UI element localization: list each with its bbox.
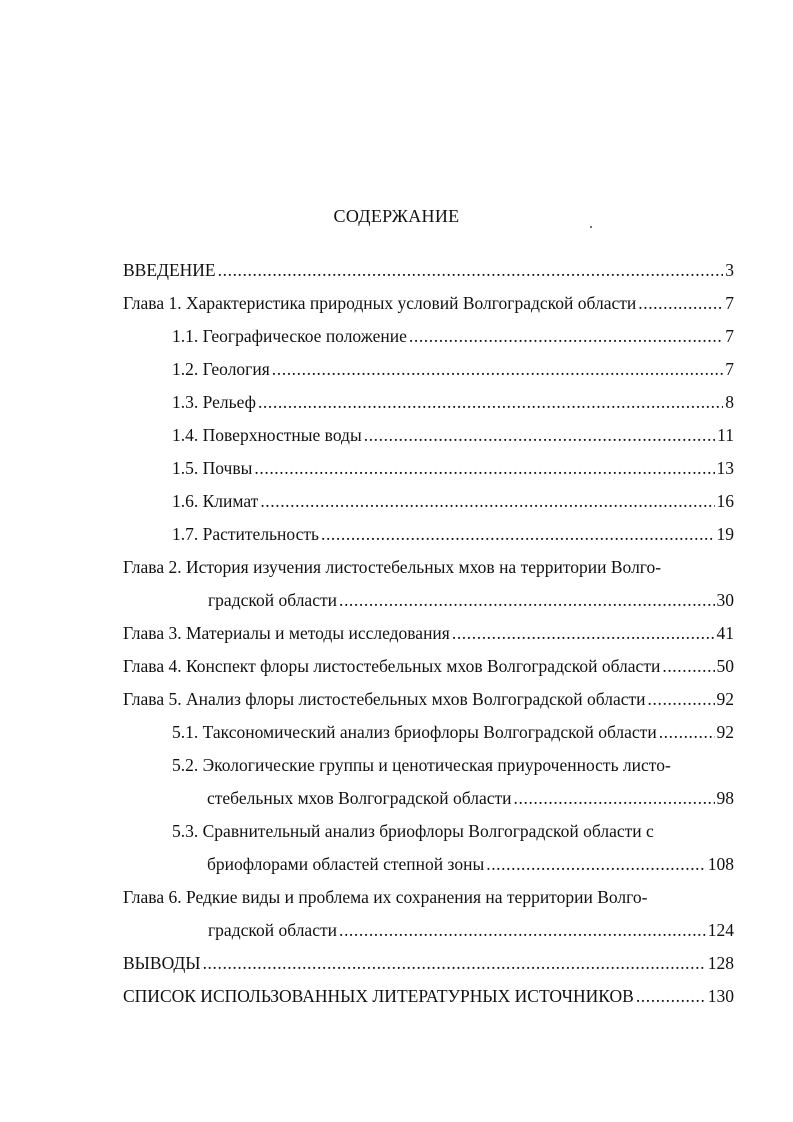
dot-leader <box>659 720 715 744</box>
toc-entry-text: Глава 4. Конспект флоры листостебельных мхов Волгоградской области <box>123 656 661 676</box>
dot-leader <box>339 918 706 942</box>
toc-entry-intro[interactable] <box>123 258 734 282</box>
toc-page-number: 98 <box>716 788 734 808</box>
toc-entry-section-5-2-line-1[interactable]: 5.2. Экологические группы и ценотическая приуроченность листо- <box>172 755 671 775</box>
dot-leader <box>486 852 706 876</box>
toc-entry-section-1-5[interactable] <box>172 456 734 480</box>
dot-leader <box>260 489 714 513</box>
toc-entry-chapter-6-line-2[interactable] <box>208 918 734 942</box>
toc-entry-text: бриофлорами областей степной зоны <box>207 854 485 874</box>
toc-page-number: 19 <box>716 524 734 544</box>
toc-entry-section-5-3-line-2[interactable] <box>207 852 734 876</box>
toc-entry-section-1-7[interactable] <box>172 522 734 546</box>
toc-entry-references[interactable] <box>123 984 734 1008</box>
toc-page-number: 50 <box>716 656 734 676</box>
dot-leader <box>218 258 724 282</box>
toc-entry-chapter-1[interactable] <box>123 291 734 315</box>
toc-entry-chapter-3[interactable] <box>123 621 734 645</box>
toc-entry-text: ВЫВОДЫ <box>123 953 201 973</box>
toc-entry-conclusions[interactable] <box>123 951 734 975</box>
toc-page-number: 7 <box>725 359 734 379</box>
toc-page-number: 108 <box>707 854 734 874</box>
toc-page-number: 30 <box>716 590 734 610</box>
dot-leader <box>662 654 714 678</box>
toc-page-number: 13 <box>716 458 734 478</box>
toc-entry-section-1-3[interactable] <box>172 390 734 414</box>
toc-entry-section-5-2-line-2[interactable] <box>207 786 734 810</box>
toc-page-number: 7 <box>725 326 734 346</box>
toc-entry-section-1-1[interactable] <box>172 324 734 348</box>
toc-entry-text: Глава 3. Материалы и методы исследования <box>123 623 450 643</box>
toc-entry-text: Глава 5. Анализ флоры листостебельных мхов Волгоградской области <box>123 689 646 709</box>
toc-entry-chapter-2-line-2[interactable] <box>208 588 734 612</box>
toc-page-number: 92 <box>716 689 734 709</box>
toc-page-number: 41 <box>716 623 734 643</box>
dot-leader <box>272 357 723 381</box>
toc-page-number: 8 <box>725 392 734 412</box>
dot-leader <box>636 984 706 1008</box>
toc-entry-text: 1.3. Рельеф <box>172 392 256 412</box>
toc-page-number: 11 <box>717 425 734 445</box>
toc-entry-text: градской области <box>208 590 337 610</box>
page-title: СОДЕРЖАНИЕ <box>333 206 460 226</box>
scan-speck <box>590 226 592 228</box>
toc-entry-text: 1.1. Географическое положение <box>172 326 407 346</box>
toc-page-number: 130 <box>707 986 734 1006</box>
dot-leader <box>452 621 715 645</box>
toc-entry-text: 1.5. Почвы <box>172 458 253 478</box>
toc-page-number: 124 <box>707 920 734 940</box>
dot-leader <box>258 390 723 414</box>
toc-entry-text: 1.7. Растительность <box>172 524 319 544</box>
toc-page-number: 3 <box>725 260 734 280</box>
dot-leader <box>638 291 723 315</box>
toc-entry-section-1-2[interactable] <box>172 357 734 381</box>
toc-entry-text: ВВЕДЕНИЕ <box>123 260 216 280</box>
toc-entry-text: 5.1. Таксономический анализ бриофлоры Волгоградской области <box>172 722 657 742</box>
dot-leader <box>254 456 714 480</box>
toc-entry-text: Глава 1. Характеристика природных условий Волгоградской области <box>123 293 637 313</box>
dot-leader <box>339 588 715 612</box>
toc-entry-chapter-4[interactable] <box>123 654 734 678</box>
dot-leader <box>648 687 715 711</box>
dot-leader <box>514 786 715 810</box>
toc-entry-text: градской области <box>208 920 337 940</box>
toc-entry-text: 1.4. Поверхностные воды <box>172 425 362 445</box>
toc-page-number: 7 <box>725 293 734 313</box>
toc-entry-section-1-6[interactable] <box>172 489 734 513</box>
toc-entry-chapter-6-line-1[interactable]: Глава 6. Редкие виды и проблема их сохранения на территории Волго- <box>123 887 648 907</box>
toc-entry-text: 1.6. Климат <box>172 491 259 511</box>
toc-page-number: 128 <box>707 953 734 973</box>
toc-entry-section-5-1[interactable] <box>172 720 734 744</box>
toc-entry-chapter-5[interactable] <box>123 687 734 711</box>
toc-entry-text: стебельных мхов Волгоградской области <box>207 788 512 808</box>
toc-entry-text: СПИСОК ИСПОЛЬЗОВАННЫХ ЛИТЕРАТУРНЫХ ИСТОЧНИКОВ <box>123 986 634 1006</box>
dot-leader <box>364 423 715 447</box>
toc-entry-chapter-2-line-1[interactable]: Глава 2. История изучения листостебельных мхов на территории Волго- <box>123 557 662 577</box>
toc-entry-section-5-3-line-1[interactable]: 5.3. Сравнительный анализ бриофлоры Волгоградской области с <box>172 821 654 841</box>
dot-leader <box>409 324 723 348</box>
dot-leader <box>321 522 715 546</box>
toc-page-number: 92 <box>716 722 734 742</box>
toc-entry-section-1-4[interactable] <box>172 423 734 447</box>
toc-entry-text: 1.2. Геология <box>172 359 270 379</box>
dot-leader <box>203 951 706 975</box>
toc-page-number: 16 <box>716 491 734 511</box>
